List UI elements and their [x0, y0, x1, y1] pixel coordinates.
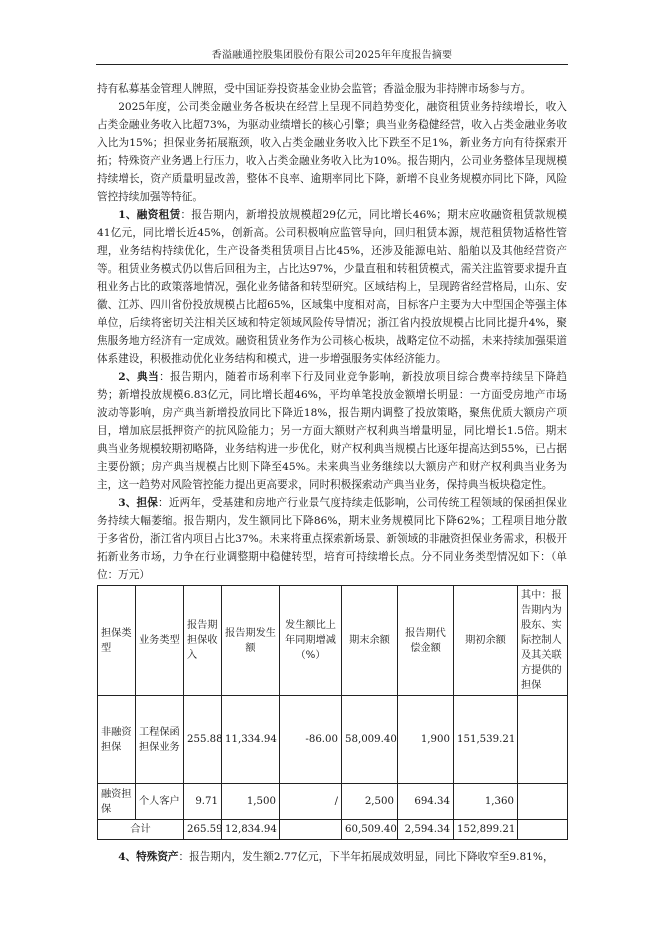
cell-related-party [518, 696, 568, 784]
col-header-opening-balance: 期初余额 [454, 586, 518, 696]
special-assets-text: ：报告期内，发生额2.77亿元，下半年拓展成效明显，同比下降收窄至9.81%， [178, 851, 554, 863]
table-row [98, 696, 568, 784]
col-header-related-party: 其中：报告期内为股东、实际控制人及其关联方提供的担保 [518, 586, 568, 696]
col-header-compensation: 报告期代偿金额 [398, 586, 454, 696]
cell-total-amount: 12,834.94 [222, 820, 280, 840]
cell-ending-balance: 2,500 [342, 784, 398, 820]
paragraph-fund-license: 持有私募基金管理人牌照，受中国证券投资基金业协会监管；香溢金服为非持牌市场参与方。 [97, 83, 532, 95]
cell-related-party [518, 784, 568, 820]
table-total-row [98, 820, 568, 840]
cell-guarantee-type: 融资担保 [98, 784, 136, 820]
col-header-amount: 报告期发生额 [222, 586, 280, 696]
cell-income: 9.71 [184, 784, 222, 820]
cell-total-income: 265.59 [184, 820, 222, 840]
cell-total-ending-balance: 60,509.40 [342, 820, 398, 840]
col-header-ending-balance: 期末余额 [342, 586, 398, 696]
cell-business-type: 个人客户 [136, 784, 184, 820]
cell-change: -86.00 [280, 696, 342, 784]
report-body [97, 80, 567, 866]
paragraph-overview: 2025年度，公司类金融业务各板块在经营上呈现不同趋势变化，融资租赁业务持续增长，收入占类金融业务收入比超73%，为驱动业绩增长的核心引擎；典当业务稳健经营，收入占类金融业务收入比为15%；担保业务拓展瓶颈，收入占类金融业务收入比下跌至不足1%，新业务方向有待探索开拓；特殊资产业务遇上行压力，收入占类金融业务收入比为10%。报告期内，公司业务整体呈现规模持续增长，资产质量明显改善，整体不良率、逾期率同比下降，新增不良业务规模亦同比下降，风险管控持续加强等特征。 [97, 101, 567, 203]
cell-total-related-party [518, 820, 568, 840]
cell-total-change [280, 820, 342, 840]
guarantee-table [97, 585, 568, 840]
paragraph-special-assets [97, 848, 567, 866]
cell-opening-balance: 151,539.21 [454, 696, 518, 784]
table-header-row [98, 586, 568, 696]
section-heading-pawn: 2、典当 [118, 371, 160, 383]
guarantee-text: ：近两年，受基建和房地产行业景气度持续走低影响，公司传统工程领域的保函担保业务持续大幅萎缩。报告期内，发生额同比下降86%，期末业务规模同比下降62%；工程项目地分散于多省份，浙江省内项目占比37%。未来将重点探索新场景、新领域的非融资担保业务需求，积极开拓新业务市场，力争在行业调整期中稳健转型，培育可持续增长点。分不同业务类型情况如下：（单位：万元） [97, 497, 568, 581]
cell-total-opening-balance: 152,899.21 [454, 820, 518, 840]
paragraph-pawn [97, 368, 567, 494]
cell-compensation: 1,900 [398, 696, 454, 784]
cell-total-compensation: 2,594.34 [398, 820, 454, 840]
paragraph-guarantee [97, 494, 567, 584]
cell-amount: 1,500 [222, 784, 280, 820]
cell-opening-balance: 1,360 [454, 784, 518, 820]
page-header: 香溢融通控股集团股份有限公司2025年年度报告摘要 [96, 46, 568, 65]
cell-income: 255.88 [184, 696, 222, 784]
col-header-business-type: 业务类型 [136, 586, 184, 696]
section-heading-special-assets: 4、特殊资产 [118, 851, 179, 863]
cell-guarantee-type: 非融资担保 [98, 696, 136, 784]
section-heading-guarantee: 3、担保 [118, 497, 159, 509]
section-heading-leasing: 1、融资租赁 [118, 209, 181, 221]
pawn-text: ：报告期内，随着市场利率下行及同业竞争影响，新投放项目综合费率持续呈下降趋势；新增投放规模6.83亿元，同比增长超46%，平均单笔投放金额增长明显：一方面受房地产市场波动等影响，房产典当新增投放同比下降近18%，报告期内调整了投放策略，聚焦优质大额房产项目，增加底层抵押资产的抗风险能力；另一方面大额财产权利典当增量明显，同比增长1.5倍。期末典当业务规模较期初略降，业务结构进一步优化，财产权利典当规模占比逐年提高达到55%，已占据主要份额；房产典当规模占比则下降至45%。未来典当业务继续以大额房产和财产权利典当业务为主，这一趋势对风险管控能力提出更高要求，同时积极探索动产典当业务，保持典当板块稳定性。 [97, 371, 567, 491]
cell-business-type: 工程保函担保业务 [136, 696, 184, 784]
col-header-income: 报告期担保收入 [184, 586, 222, 696]
cell-change: / [280, 784, 342, 820]
cell-compensation: 694.34 [398, 784, 454, 820]
cell-amount: 11,334.94 [222, 696, 280, 784]
paragraph-financial-leasing [97, 206, 567, 368]
col-header-guarantee-type: 担保类型 [98, 586, 136, 696]
table-row [98, 784, 568, 820]
leasing-text: ：报告期内，新增投放规模超29亿元，同比增长46%；期末应收融资租赁款规模41亿元，同比增长近45%，创新高。公司积极响应监管导向，回归租赁本源，规范租赁物适格性管理，业务结构持续优化，生产设备类租赁项目占比45%，还涉及能源电站、船舶以及其他经营资产等。租赁业务模式仍以售后回租为主，占比达97%，少量直租和转租赁模式，需关注监管要求提升直租业务占比的政策落地情况，强化业务储备和转型研究。区域结构上，呈现跨省经营格局，山东、安徽、江苏、四川省份投放规模占比超65%，区域集中度相对高，目标客户主要为大中型国企等强主体单位，后续将密切关注相关区域和特定领域风险传导情况；浙江省内投放规模占比同比提升4%，聚焦服务地方经济有一定成效。融资租赁业务作为公司核心板块，战略定位不动摇，未来持续加强渠道体系建设，积极推动优化业务结构和模式，进一步增强服务实体经济能力。 [97, 209, 567, 365]
cell-ending-balance: 58,009.40 [342, 696, 398, 784]
col-header-change: 发生额比上年同期增减（%） [280, 586, 342, 696]
cell-total-label: 合计 [98, 820, 184, 840]
